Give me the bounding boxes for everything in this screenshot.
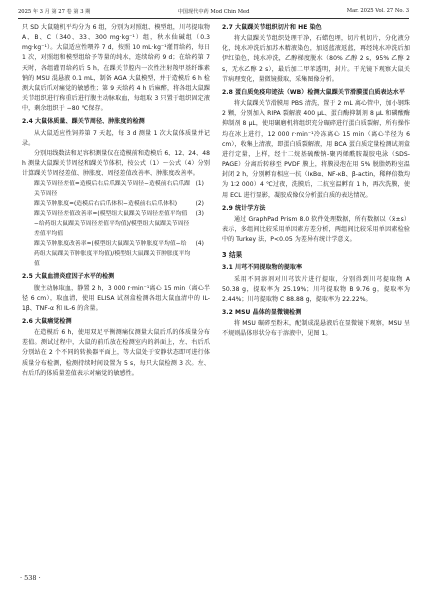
section-heading-3: 3 结果: [222, 251, 243, 260]
header-journal-name: 中国现代中药 Mod Chin Med: [177, 9, 250, 15]
paragraph-serum-detection: 腹主动脉取血，静置 2 h，3 000 r·min⁻¹离心 15 min（离心半径 6 cm），取血清，使用 ELISA 试剂盒检测各组大鼠血清中的 IL-1β、TNF-α 和 IL-6 的含量。: [22, 284, 210, 312]
formula-3-number: (3): [195, 211, 204, 218]
paragraph-extraction-rate: 采用不同溶剂对川芎饮片进行提取，分别得到川芎提取物 A 50.38 g，提取率为 25.19%；川芎提取物 B 9.76 g，提取率为 2.44%；川芎提取物 C 88.88 g，提取率为 22.22%。: [222, 275, 410, 303]
formula-4-number: (4): [195, 241, 204, 248]
section-heading-2-9: 2.9 统计学方法: [222, 204, 266, 212]
right-column: [222, 23, 410, 340]
section-heading-3-1: 3.1 川芎不同提取物的提取率: [222, 264, 303, 272]
section-heading-2-8: 2.8 蛋白质免疫印迹法（WB）检测大鼠踝关节滑膜蛋白质表达水平: [222, 88, 405, 96]
header-issue-info-en: Mar. 2025 Vol. 27 No. 3: [346, 8, 409, 14]
formula-2-text: 踝关节肿胀度=(造模后右后爪体积−造模前右后爪体积): [34, 201, 178, 208]
formula-2-number: (2): [195, 201, 204, 208]
formula-3: [22, 209, 210, 239]
paragraph-grouping: 只 SD 大鼠随机平均分为 6 组，分别为对照组、模型组，川芎提取物 A、B、C（340、33、300 mg·kg⁻¹）组，秋水仙碱组（0.3 mg·kg⁻¹）。大鼠适应性喂养 7 d，按照 10 mL·kg⁻¹灌胃给药，每日 1 次，对照组和模型组给予等量的纯水，连续给药 9 d；在给药第 7 天时，各组灌胃给药后 5 h，在踝关节腔内一次性注射羧甲基纤维素钠的 MSU 混悬液 0.1 mL，制备 AGA 大鼠模型，并于造模后 6 h 检测大鼠后爪对痛觉的敏感性；第 9 天给药 4 h 后麻醉，将各组大鼠踝关节组织进行称重后进行腹主动脉取血，每组取 3 只置于组织固定液中，剩余组织于 −80 ℃保存。: [22, 24, 210, 113]
paragraph-ankle-measure: 分别用线数法和足容积测量仪在造模前和造模后 6、12、24、48 h 测量大鼠踝关节周径和踝关节体积，按公式（1）～公式（4）分别计算踝关节周径差值、肿胀度、周径差值改善率、肿胀度改善率。: [22, 149, 210, 178]
paragraph-he-staining: 将大鼠踝关节组织处理干净，石蜡包埋，切片机切片，分化液分化，纯水冲洗后加苏木精液染色，加返蓝液返蓝，再经纯水冲洗后加伊红染色，纯水冲洗，乙醇梯度脱水（80% 乙醇 2 s，95% 乙醇 2 s，无水乙醇 2 s），最后加二甲苯透明，封片。干光镜下观察大鼠关节病理变化，量微镜摄取，采集图像分析。: [222, 35, 410, 83]
page-number: · 538 ·: [20, 574, 41, 582]
paragraph-statistics: 通过 GraphPad Prism 8.0 软件处理数据，所有数据以（x̄±s）表示，多组间比较采用单因素方差分析，两组间比较采用单因素检验中的 Turkey 法，P<0.05 为差异有统计学意义。: [222, 215, 410, 244]
formula-4-text: 踝关节肿胀度改善率=(模型组大鼠踝关节肿胀度平均值−给药组大鼠踝关节肿胀度平均值)/模型组大鼠踝关节肿胀度平均值: [34, 241, 191, 268]
formula-1: [22, 179, 210, 199]
header-issue-info: 2025 年 3 月 第 27 卷 第 3 期: [18, 9, 91, 15]
formula-4: [22, 239, 210, 269]
formula-2: [22, 199, 210, 209]
section-heading-2-6: 2.6 大鼠痛觉检测: [22, 317, 72, 325]
paragraph-msu-crystal: 将 MSU 碾碎至粉末，配制成混悬液后在显微镜下观察，MSU 呈不规则晶体形状分布于溶液中，见图 1。: [222, 320, 410, 338]
section-heading-2-4: 2.4 大鼠体质量、踝关节周径、肿胀度的检测: [22, 118, 145, 126]
paragraph-pain-detection: 在造模后 6 h，使用双足平衡测痛仪测量大鼠后爪的体质量分布差值。测试过程中，大鼠的前爪放在检测室内的斜面上，左、右后爪分别站在 2 个不同的转换器平面上，等大鼠处于安静状态即可进行体质量分布检测，检测持续时间设置为 5 s，每只大鼠检测 3 次。左、右后爪的体质量差值表示对痛觉的敏感性。: [22, 329, 210, 377]
section-heading-3-2: 3.2 MSU 晶体的显微镜检测: [222, 309, 302, 317]
paragraph-western-blot: 将大鼠踝关节滑膜用 PBS 清洗，置于 2 mL 离心管中，加小钢珠 2 颗，分别加入 RIPA 裂解液 400 μL、蛋白酶抑制剂 8 μL 和磷酸酶抑制剂 8 μL，使用碾磨机将组织充分碾碎进行蛋白质裂解，所有操作均在冰上进行，12 000 r·min⁻¹冷冻离心 15 min（离心半径为 6 cm），收集上清液，即蛋白质裂解液，用 BCA 蛋白质定量检测试剂盒进行定量，上样，经十二烷基硫酸钠-聚丙烯酰胺凝胶电泳（SDS-PAGE）分离后转移至 PVDF 膜上，将膜浸泡在用 5% 脱脂奶粉室温封闭 2 h，分别孵育相应一抗（IκBα、NF-κB、β-actin，稀释倍数均为 1∶2 000）4 ℃过夜，洗膜后，二抗室温孵育 1 h，再次洗膜，使用 ECL 进行显影，凝胶成像仪分析蛋白质的表达情况。: [222, 100, 410, 199]
section-heading-2-7: 2.7 大鼠踝关节组织切片和 HE 染色: [222, 24, 322, 31]
formula-3-text: 踝关节周径差值改善率=(模型组大鼠踝关节周径差值平均值−给药组大鼠踝关节周径差值平均值)/模型组大鼠踝关节周径差值平均值: [34, 211, 190, 238]
left-column: [22, 23, 210, 379]
formula-1-number: (1): [195, 181, 204, 188]
paragraph-body-weight: 从大鼠适应性饲养第 7 天起，每 3 d 测量 1 次大鼠体质量并记录。: [22, 129, 210, 147]
formula-1-text: 踝关节周径差值=造模后右后爪踝关节周径−造模前右后爪踝关节周径: [34, 181, 190, 198]
section-heading-2-5: 2.5 大鼠血清炎症因子水平的检测: [22, 273, 115, 281]
header-rule: [18, 18, 409, 19]
